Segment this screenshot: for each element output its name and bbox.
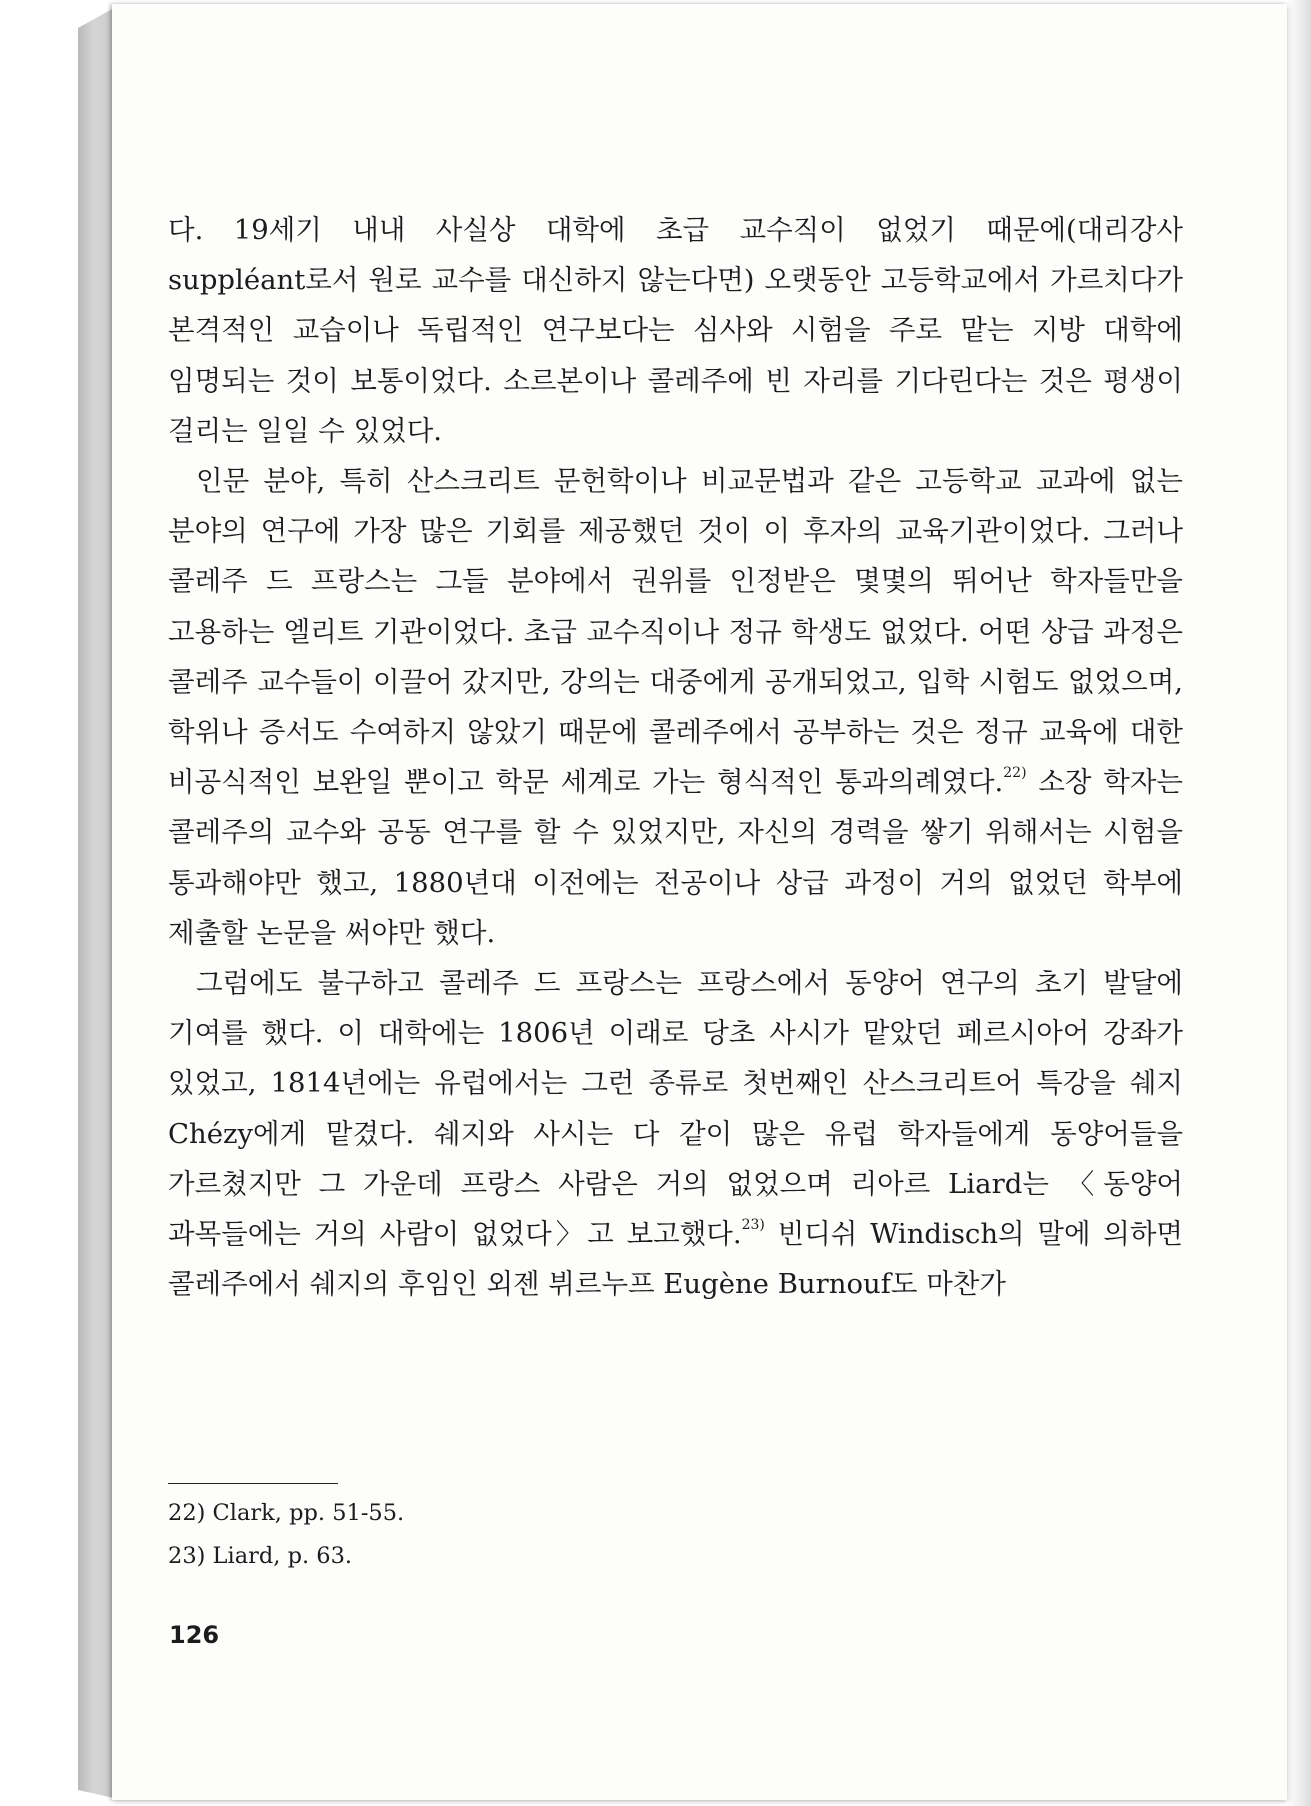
paragraph-2-continued: 소장 학자는 콜레주의 교수와 공동 연구를 할 수 있었지만, 자신의 경력을 쌓기 위해서는 시험을 통과해야만 했고, 1880년대 이전에는 전공이나 상급 과정이 거의 없었던 학부에 제출할 논문을 써야만 했다. bbox=[168, 766, 1183, 949]
footnote-ref-22: 22) bbox=[1003, 765, 1027, 782]
paragraph-2 bbox=[168, 456, 1183, 958]
paragraph-3-continued: 빈디쉬 Windisch의 말에 의하면 콜레주에서 쉐지의 후임인 외젠 뷔르누프 Eugène Burnouf도 마찬가 bbox=[168, 1218, 1183, 1301]
footnotes bbox=[168, 1492, 404, 1578]
paragraph-2-text: 인문 분야, 특히 산스크리트 문헌학이나 비교문법과 같은 고등학교 교과에 없는 분야의 연구에 가장 많은 기회를 제공했던 것이 이 후자의 교육기관이었다. 그러나 콜레주 드 프랑스는 그들 분야에서 권위를 인정받은 몇몇의 뛰어난 학자들만을 고용하는 엘리트 기관이었다. 초급 교수직이나 정규 학생도 없었다. 어떤 상급 과정은 콜레주 교수들이 이끌어 갔지만, 강의는 대중에게 공개되었고, 입학 시험도 없었으며, 학위나 증서도 수여하지 않았기 때문에 콜레주에서 공부하는 것은 정규 교육에 대한 비공식적인 보완일 뿐이고 학문 세계로 가는 형식적인 통과의례였다. bbox=[168, 465, 1183, 799]
book-page-edge bbox=[1287, 0, 1311, 1806]
footnote-ref-23: 23) bbox=[741, 1217, 765, 1234]
paragraph-1: 다. 19세기 내내 사실상 대학에 초급 교수직이 없었기 때문에(대리강사 suppléant로서 원로 교수를 대신하지 않는다면) 오랫동안 고등학교에서 가르치다가 본격적인 교습이나 독립적인 연구보다는 심사와 시험을 주로 맡는 지방 대학에 임명되는 것이 보통이었다. 소르본이나 콜레주에 빈 자리를 기다린다는 것은 평생이 걸리는 일일 수 있었다. bbox=[168, 214, 1183, 447]
footnote-divider bbox=[168, 1483, 338, 1484]
footnote-22: 22) Clark, pp. 51-55. bbox=[168, 1500, 405, 1526]
footnote-23: 23) Liard, p. 63. bbox=[168, 1543, 353, 1569]
paragraph-3-text: 그럼에도 불구하고 콜레주 드 프랑스는 프랑스에서 동양어 연구의 초기 발달에 기여를 했다. 이 대학에는 1806년 이래로 당초 사시가 맡았던 페르시아어 강좌가 있었고, 1814년에는 유럽에서는 그런 종류로 첫번째인 산스크리트어 특강을 쉐지 Chézy에게 맡겼다. 쉐지와 사시는 다 같이 많은 유럽 학자들에게 동양어들을 가르쳤지만 그 가운데 프랑스 사람은 거의 없었으며 리아르 Liard는 〈동양어 과목들에는 거의 사람이 없었다〉고 보고했다. bbox=[168, 967, 1183, 1251]
book-spine bbox=[78, 8, 114, 1798]
body-text bbox=[168, 205, 1183, 1309]
page-number: 126 bbox=[169, 1621, 220, 1649]
paragraph-3 bbox=[168, 958, 1183, 1309]
